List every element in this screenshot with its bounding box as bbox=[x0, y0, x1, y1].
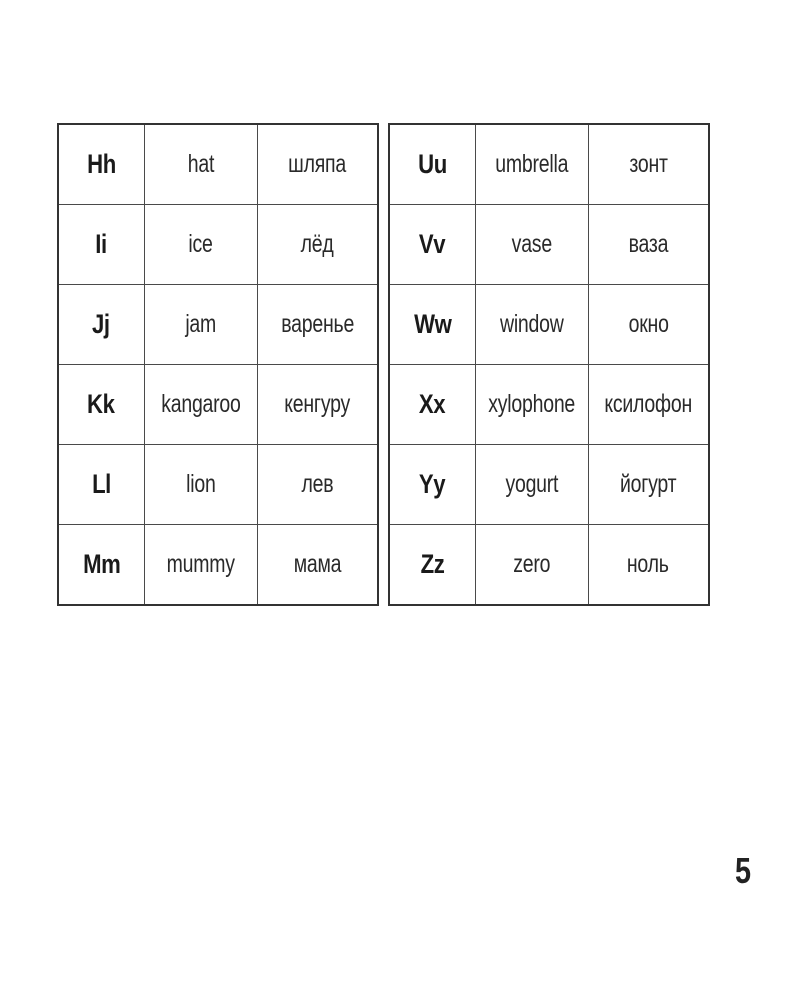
russian-word: йогурт bbox=[620, 470, 677, 498]
russian-word: ноль bbox=[627, 550, 670, 578]
english-word-cell bbox=[144, 525, 257, 606]
english-word: zero bbox=[512, 550, 551, 578]
table-row bbox=[389, 285, 709, 365]
english-word: yogurt bbox=[505, 470, 558, 498]
russian-word: ваза bbox=[628, 230, 669, 258]
russian-word-cell bbox=[588, 365, 709, 445]
russian-word: окно bbox=[628, 310, 669, 338]
english-word-cell bbox=[475, 285, 588, 365]
english-word-cell bbox=[144, 285, 257, 365]
letter-cell bbox=[389, 525, 475, 606]
table-row bbox=[58, 445, 378, 525]
russian-word-cell bbox=[257, 124, 378, 205]
english-word: kangaroo bbox=[160, 390, 241, 418]
page-number: 5 bbox=[735, 850, 752, 891]
english-word: lion bbox=[185, 470, 216, 498]
english-word-cell bbox=[475, 205, 588, 285]
russian-word-cell bbox=[257, 365, 378, 445]
letter-pair: Ii bbox=[95, 229, 107, 259]
letter-cell bbox=[389, 205, 475, 285]
table-row bbox=[58, 365, 378, 445]
letter-cell bbox=[389, 445, 475, 525]
russian-word-cell bbox=[257, 525, 378, 606]
english-word: umbrella bbox=[495, 150, 568, 178]
english-word-cell bbox=[475, 445, 588, 525]
english-word: mummy bbox=[166, 550, 235, 578]
letter-cell bbox=[389, 365, 475, 445]
letter-cell bbox=[58, 445, 144, 525]
letter-pair: Uu bbox=[417, 149, 447, 179]
russian-word: кенгуру bbox=[284, 390, 351, 418]
letter-pair: Mm bbox=[82, 549, 120, 579]
letter-pair: Yy bbox=[419, 469, 446, 499]
letter-pair: Ll bbox=[91, 469, 111, 499]
english-word-cell bbox=[475, 124, 588, 205]
russian-word-cell bbox=[257, 445, 378, 525]
russian-word: варенье bbox=[280, 310, 354, 338]
russian-word: шляпа bbox=[288, 150, 347, 178]
vocabulary-table-left bbox=[57, 123, 379, 606]
letter-cell bbox=[58, 365, 144, 445]
table-row bbox=[389, 525, 709, 606]
letter-cell bbox=[58, 205, 144, 285]
english-word-cell bbox=[144, 124, 257, 205]
letter-pair: Jj bbox=[92, 309, 111, 339]
russian-word: мама bbox=[293, 550, 342, 578]
russian-word-cell bbox=[257, 285, 378, 365]
letter-cell bbox=[389, 124, 475, 205]
russian-word: ксилофон bbox=[604, 390, 693, 418]
english-word-cell bbox=[475, 365, 588, 445]
russian-word-cell bbox=[257, 205, 378, 285]
letter-pair: Ww bbox=[413, 309, 451, 339]
russian-word-cell bbox=[588, 285, 709, 365]
letter-cell bbox=[58, 525, 144, 606]
english-word-cell bbox=[144, 365, 257, 445]
table-row bbox=[58, 124, 378, 205]
table-row bbox=[389, 124, 709, 205]
english-word: hat bbox=[187, 150, 214, 178]
table-row bbox=[389, 365, 709, 445]
letter-pair: Hh bbox=[86, 149, 116, 179]
english-word-cell bbox=[144, 205, 257, 285]
vocabulary-table-right-body bbox=[389, 124, 709, 605]
russian-word-cell bbox=[588, 525, 709, 606]
table-row bbox=[389, 205, 709, 285]
russian-word-cell bbox=[588, 124, 709, 205]
letter-pair: Zz bbox=[420, 549, 445, 579]
russian-word-cell bbox=[588, 445, 709, 525]
letter-cell bbox=[389, 285, 475, 365]
table-row bbox=[389, 445, 709, 525]
english-word: window bbox=[499, 310, 564, 338]
english-word-cell bbox=[144, 445, 257, 525]
letter-cell bbox=[58, 285, 144, 365]
letter-pair: Xx bbox=[419, 389, 446, 419]
table-row bbox=[58, 285, 378, 365]
english-word: xylophone bbox=[488, 390, 575, 418]
letter-cell bbox=[58, 124, 144, 205]
letter-pair: Vv bbox=[419, 229, 446, 259]
letter-pair: Kk bbox=[87, 389, 115, 419]
english-word: ice bbox=[188, 230, 213, 258]
english-word-cell bbox=[475, 525, 588, 606]
russian-word: лёд bbox=[300, 230, 334, 258]
russian-word-cell bbox=[588, 205, 709, 285]
vocabulary-table-left-body bbox=[58, 124, 378, 605]
english-word: vase bbox=[511, 230, 552, 258]
table-row bbox=[58, 205, 378, 285]
russian-word: зонт bbox=[629, 150, 668, 178]
table-row bbox=[58, 525, 378, 606]
russian-word: лев bbox=[301, 470, 334, 498]
vocabulary-table-right bbox=[388, 123, 710, 606]
english-word: jam bbox=[185, 310, 216, 338]
